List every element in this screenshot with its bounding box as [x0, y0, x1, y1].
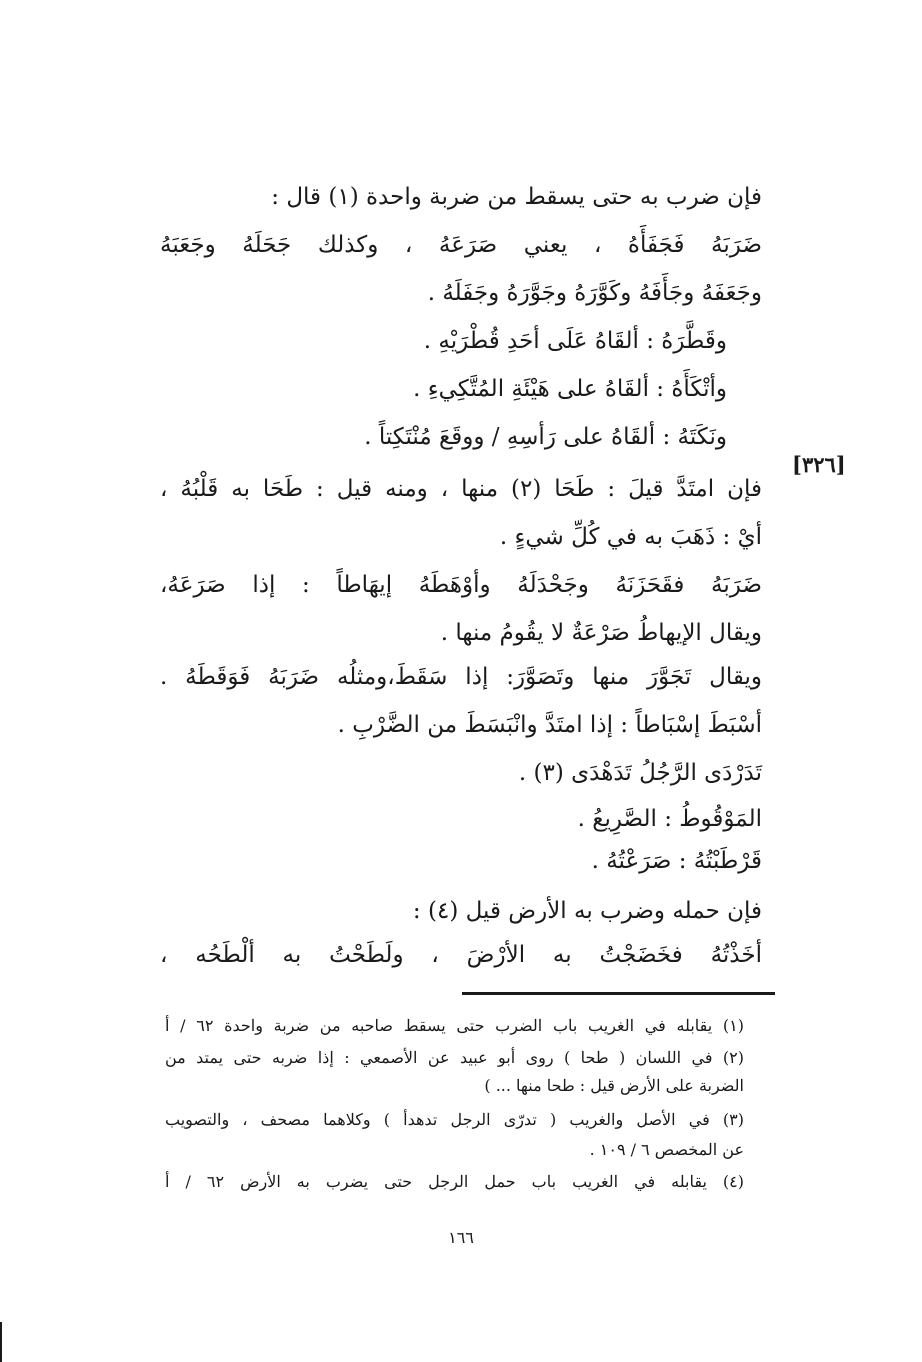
body-line-10: ويقال الإيهاطُ صَرْعَةٌ لا يقُومُ منها . — [440, 620, 762, 646]
body-line-13: تَدَرْدَى الرَّجُلُ تَدَهْدَى (٣) . — [518, 760, 762, 786]
footnote-3-cont: عن المخصص ٦ / ١٠٩ . — [589, 1140, 744, 1159]
footnote-divider — [462, 992, 775, 995]
footnote-4: (٤) يقابله في الغريب باب حمل الرجل حتى يضرب به الأرض ٦٢ / أ — [165, 1172, 745, 1191]
body-line-4: وقَطَّرَهُ : ألقَاهُ عَلَى أحَدِ قُطْرَيْهِ . — [423, 328, 727, 354]
body-line-6: ونَكَتَهُ : ألقَاهُ على رَأسِهِ / ووقَعَ مُنْتَكِتاً . — [364, 424, 727, 450]
body-line-1: فإن ضرب به حتى يسقط من ضربة واحدة (١) قال : — [271, 184, 762, 210]
scan-edge-mark — [0, 1322, 2, 1362]
body-line-2: ضَرَبَهُ فَجَفَأَهُ ، يعني صَرَعَهُ ، وكذلك جَحَلَهُ وجَعَبَهُ — [160, 232, 762, 258]
body-line-8: أيْ : ذَهَبَ به في كُلِّ شيءٍ . — [499, 524, 762, 550]
margin-page-marker: [٣٢٦] — [792, 452, 846, 477]
body-line-11: ويقال تَجَوَّرَ منها وتَصَوَّرَ: إذا سَقَطَ،ومثلُه ضَرَبَهُ فَوَقَطَهُ . — [160, 664, 762, 690]
body-line-15: قَرْطَبْتُهُ : صَرَعْتُهُ . — [591, 848, 762, 874]
body-line-17: أخَذْتُهُ فخَضَجْتُ به الأرْضَ ، ولَطَحْتُ به ألْطَحُه ، — [160, 942, 762, 968]
footnote-2-cont: الضربة على الأرض قيل : طحا منها ... ) — [484, 1076, 744, 1095]
body-line-16: فإن حمله وضرب به الأرض قيل (٤) : — [412, 898, 762, 924]
footnote-1: (١) يقابله في الغريب باب الضرب حتى يسقط صاحبه من ضربة واحدة ٦٢ / أ — [165, 1016, 744, 1035]
footnote-3: (٣) في الأصل والغريب ( تدرّى الرجل تدهدأ ) وكلاهما مصحف ، والتصويب — [165, 1110, 744, 1129]
body-line-14: المَوْقُوطُ : الصَّرِيعُ . — [577, 806, 762, 832]
body-line-3: وجَعَفَهُ وجَأَفَهُ وكَوَّرَهُ وجَوَّرَهُ وجَفَلَهُ . — [427, 280, 762, 306]
footnote-2: (٢) في اللسان ( طحا ) روى أبو عبيد عن الأصمعي : إذا ضربه حتى يمتد من — [165, 1048, 744, 1067]
body-line-5: وأتْكَأَهُ : ألقَاهُ على هَيْئَةِ المُتَّكِيءِ . — [413, 376, 727, 402]
body-line-12: أسْبَطَ إسْبَاطاً : إذا امتَدَّ وانْبَسَطَ من الضَّرْبِ . — [337, 712, 762, 738]
body-line-9: ضَرَبَهُ فقَحَزَنَهُ وجَحْدَلَهُ وأوْهَطَهُ إيهَاطاً : إذا صَرَعَهُ، — [160, 572, 762, 598]
body-line-7: فإن امتَدَّ قيلَ : طَحَا (٢) منها ، ومنه قيل : طَحَا به قَلْبُهُ ، — [160, 476, 762, 502]
page-number: ١٦٦ — [448, 1228, 474, 1247]
